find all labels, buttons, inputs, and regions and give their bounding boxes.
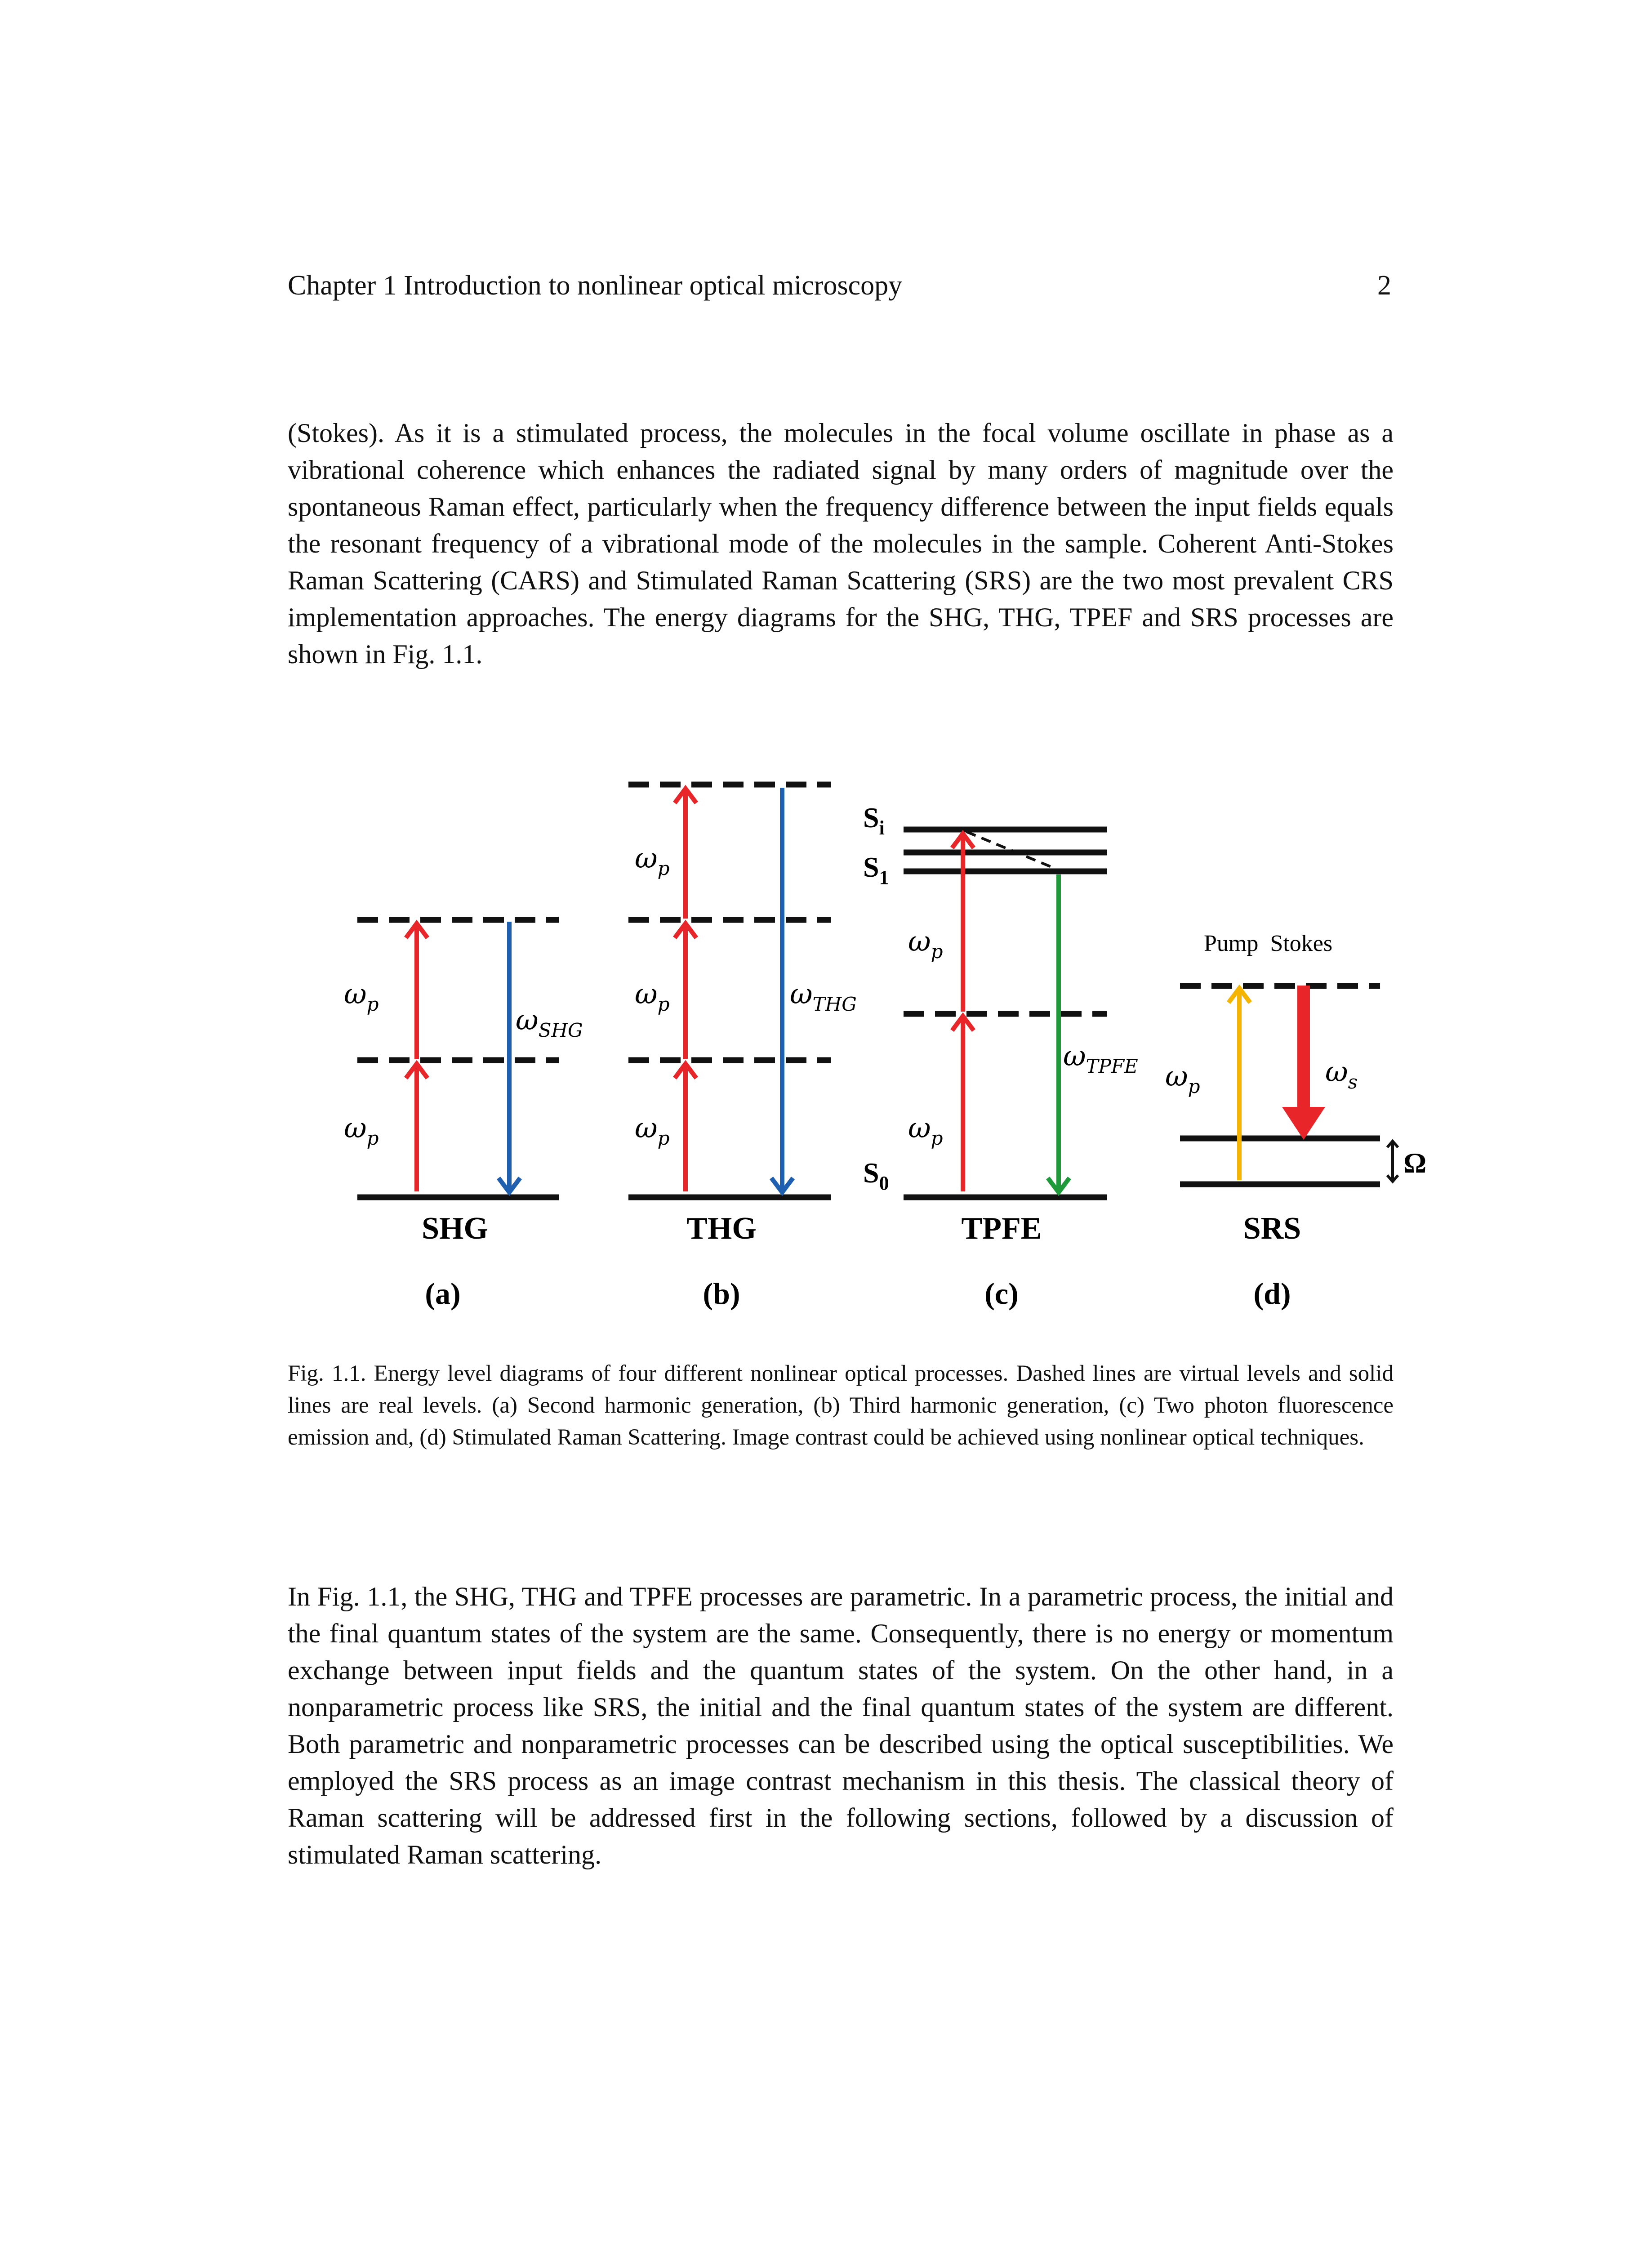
panel-letter: (a) — [425, 1276, 461, 1311]
panel-letter: (c) — [984, 1276, 1019, 1311]
omega-thg-label: $\omega_{THG}$ — [790, 977, 857, 1015]
panel-name: SHG — [422, 1211, 488, 1246]
omega-p-label: $\omega_p$ — [635, 977, 670, 1015]
pump-arrowhead — [675, 1064, 696, 1078]
pump-arrowhead — [952, 1016, 974, 1030]
thg-arrowhead — [771, 1178, 793, 1192]
body-paragraph-1: (Stokes). As it is a stimulated process, the molecules in the focal volume oscillate in phase as a vibrational coherence which enhances the radiated signal by many orders of magnitude over the spontaneous Raman effect, particularly when the frequency difference between the input fields equals the resonant frequency of a vibrational mode of the molecules in the sample. Coherent Anti-Stokes Raman Scattering (CARS) and Stimulated Raman Scattering (SRS) are the two most prevalent CRS implementation approaches. The energy diagrams for the SHG, THG, TPEF and SRS processes are shown in Fig. 1.1. — [288, 418, 1394, 669]
omega-p-label: $\omega_p$ — [908, 925, 943, 963]
panel-letter: (d) — [1253, 1276, 1291, 1311]
panel-thg — [628, 785, 857, 1311]
omega-p-label: $\omega_p$ — [635, 842, 670, 879]
panel-name: TPFE — [961, 1211, 1042, 1246]
omega-p-label: $\omega_p$ — [908, 1111, 943, 1149]
pump-arrowhead — [675, 923, 696, 938]
omega-p-label: $\omega_p$ — [1165, 1060, 1200, 1097]
panel-letter: (b) — [703, 1276, 740, 1311]
pump-arrowhead — [406, 1064, 427, 1078]
figure-caption: Fig. 1.1. Energy level diagrams of four different nonlinear optical processes. Dashed lines are virtual levels and solid lines are real levels. (a) Second harmonic generation, (b) Third harmonic generation, (c) Two photon fluorescence emission and, (d) Stimulated Raman Scattering. Image contrast could be achieved using nonlinear optical techniques. — [288, 1361, 1394, 1450]
omega-bracket-head — [1387, 1141, 1398, 1147]
fluorescence-arrowhead — [1048, 1178, 1069, 1192]
panel-tpfe — [863, 802, 1138, 1311]
body-paragraph-2: In Fig. 1.1, the SHG, THG and TPFE processes are parametric. In a parametric process, the initial and the final quantum states of the system are the same. Consequently, there is no energy or momentum exchange between input fields and the quantum states of the system. On the other hand, in a nonparametric process like SRS, the initial and the final quantum states of the system are different. Both parametric and nonparametric processes can be described using the optical susceptibilities. We employed the SRS process as an image contrast mechanism in this thesis. The classical theory of Raman scattering will be addressed first in the following sections, followed by a discussion of stimulated Raman scattering. — [288, 1582, 1394, 1869]
level-label-s0: $S_0$ — [863, 1157, 889, 1194]
pump-arrowhead — [406, 923, 427, 938]
omega-tpfe-label: $\omega_{TPFE}$ — [1063, 1039, 1138, 1077]
pump-arrowhead — [675, 789, 696, 803]
panel-name: THG — [686, 1211, 757, 1246]
pump-arrowhead — [952, 834, 974, 848]
panel-name: SRS — [1243, 1211, 1301, 1246]
omega-s-label: $\omega_s$ — [1325, 1055, 1358, 1093]
omega-shg-label: $\omega_{SHG}$ — [516, 1004, 583, 1041]
level-label-s1: $S_1$ — [863, 851, 889, 888]
pump-stokes-label: Pump Stokes — [1204, 931, 1333, 956]
omega-bracket-head — [1387, 1175, 1398, 1182]
omega-raman-label: Ω — [1403, 1147, 1427, 1179]
omega-p-label: $\omega_p$ — [635, 1111, 670, 1149]
pump-arrowhead — [1229, 988, 1250, 1003]
page-number: 2 — [1377, 270, 1391, 301]
shg-arrowhead — [499, 1178, 520, 1192]
relaxation-arrow — [966, 832, 1055, 869]
panel-srs — [1165, 931, 1426, 1311]
panel-shg — [344, 920, 583, 1311]
stokes-arrowhead — [1282, 1107, 1325, 1140]
chapter-title: Chapter 1 Introduction to nonlinear optical microscopy — [288, 270, 903, 301]
omega-p-label: $\omega_p$ — [344, 977, 379, 1015]
level-label-si: $S_i$ — [863, 802, 885, 839]
omega-p-label: $\omega_p$ — [344, 1111, 379, 1149]
